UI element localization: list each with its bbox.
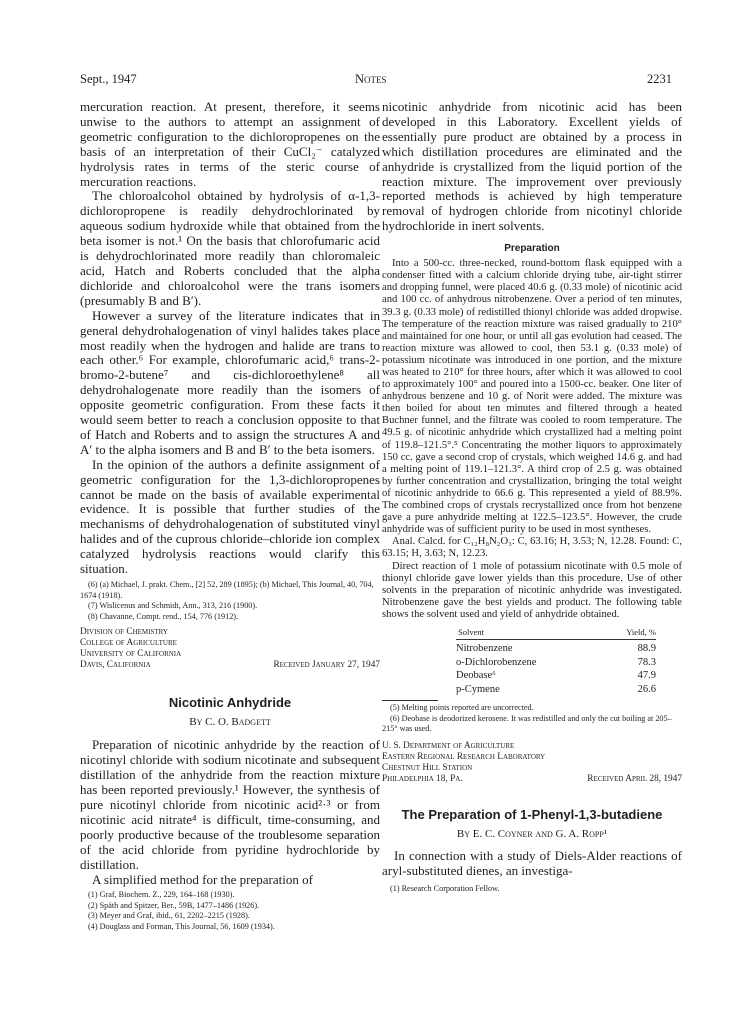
affiliation-line: Chestnut Hill Station — [382, 762, 473, 773]
article-byline: By E. C. Coyner and G. A. Ropp¹ — [456, 827, 608, 840]
footnote: (3) Meyer and Graf, ibid., 61, 2202–2215 (1928). — [88, 911, 250, 921]
table-row — [456, 683, 656, 696]
table-header-solvent: Solvent — [458, 626, 484, 637]
paragraph: Into a 500-cc. three-necked, round-bottom flask equipped with a condenser fitted with a calcium chloride drying tube, air-tight stirrer and dropping funnel, were placed 40.6 g. (0.33 mole) of nicotinic acid and 100 cc. of anhydrous nitrobenzene. Over a period of ten minutes, 39.3 g. (0.33 mole) of redistilled thionyl chloride was added dropwise. The temperature of the reaction mixture was raised gradually to 210° and maintained for one hour, or until all gas evolution had ceased. The reaction mixture was allowed to cool, then 53.1 g. (0.33 mole) of potassium nicotinate was introduced in one portion, and the mixture was heated to 210° for three hours, after which it was allowed to cool to approximately 100° and poured into a 1500-cc. beaker. One liter of anhydrous benzene and 10 g. of Norit were added. The mixture was then boiled for about ten minutes and filtered through a heated Buchner funnel, and the filtrate was cooled to room temperature. The 49.5 g. of nicotinic anhydride which crystallized had a melting point of 119.8–121.5°.⁵ Concentrating the mother liquors to approximately 150 cc. gave a second crop of crystals, which weighed 14.6 g. and had a melting point of 119.1–121.3°. A third crop of 2.5 g. was obtained by further concentration and crystallization, bringing the total weight of nicotinic anhydride to 66.6 g. This represented a yield of 88.9%. The combined crops of crystals recrystallized once from hot benzene gave a pure anhydride melting at 122.5–123.5°. However, the crude anhydride was of sufficient purity to be used in most syntheses. — [382, 258, 682, 536]
footnote: (4) Douglass and Forman, This Journal, 56, 1609 (1934). — [88, 921, 275, 931]
left-column — [80, 100, 380, 932]
received-date: Received April 28, 1947 — [587, 773, 682, 784]
paragraph: In the opinion of the authors a definite assignment of geometric configuration for the 1,3-dichloropropenes cannot be made on the basis of available experimental evidence. It is possible that further studies of the mechanisms of dehydrohalogenation of substituted vinyl halides and of the cuprous chloride–chloride ion complex catalyzed hydrolysis reactions would clarify this situation. — [80, 456, 380, 577]
affiliation-line: Philadelphia 18, Pa. — [382, 773, 463, 784]
article-byline: By C. O. Badgett — [189, 716, 271, 729]
table-cell-yield: 88.9 — [637, 643, 656, 655]
paragraph: mercuration reaction. At present, therefore, it seems unwise to the authors to attempt an assignment of geometric configuration to the dichloropropenes on the basis of an interpretation of their CuCl₂⁻ catalyzed hydrolysis rates in terms of the steric course of mercuration reactions. — [80, 99, 380, 189]
affiliation-line: Davis, California — [80, 660, 151, 671]
article-title: The Preparation of 1-Phenyl-1,3-butadiene — [401, 806, 663, 822]
running-header-date: Sept., 1947 — [80, 72, 137, 86]
affiliation-line: University of California — [80, 649, 182, 660]
paragraph: Preparation of nicotinic anhydride by the reaction of nicotinyl chloride with sodium nicotinate and subsequent distillation of the anhydride from the reaction mixture has been reported previously.¹ However, the synthesis of pure nicotinyl chloride from nicotinic acid²·³ or from nicotinic acid nitrate⁴ is difficult, time-consuming, and poorly productive because of the troublesome separation of the acid chloride from pyridine hydrochloride by distillation. — [80, 737, 380, 872]
paragraph: Anal. Calcd. for C₁₂H₈N₂O₃: C, 63.16; H, 3.53; N, 12.28. Found: C, 63.15; H, 3.63; N, 12.23. — [382, 536, 682, 560]
paragraph: In connection with a study of Diels-Alder reactions of aryl-substituted dienes, an investiga- — [382, 847, 682, 878]
footnote: (1) Research Corporation Fellow. — [390, 883, 500, 893]
footnote: (6) (a) Michael, J. prakt. Chem., [2] 52, 289 (1895); (b) Michael, This Journal, 40, 704, 1674 (1918). — [80, 580, 374, 600]
received-date: Received January 27, 1947 — [273, 660, 380, 671]
paragraph: A simplified method for the preparation of — [92, 871, 313, 887]
section-heading: Preparation — [504, 243, 560, 255]
running-header-section: Notes — [355, 72, 387, 86]
affiliation-line: Eastern Regional Research Laboratory — [382, 751, 546, 762]
footnote: (6) Deobase is deodorized kerosene. It was redistilled and only the cut boiling at 205–215° was used. — [382, 713, 672, 733]
table-cell-yield: 47.9 — [637, 670, 656, 682]
table-row — [456, 642, 656, 655]
table-cell-yield: 26.6 — [637, 683, 656, 695]
table-cell-solvent: o-Dichlorobenzene — [456, 656, 537, 668]
right-column — [382, 100, 682, 894]
table-row — [456, 669, 656, 682]
footnote: (5) Melting points reported are uncorrected. — [390, 703, 534, 712]
paragraph: However a survey of the literature indicates that in general dehydrohalogenation of vinyl halides takes place most readily when the hydrogen and halide are trans to each other.⁶ For example, chlorofumaric acid,⁶ trans-2-bromo-2-butene⁷ and cis-dichloroethylene⁸ all dehydrohalogenate more readily than the isomers of opposite geometric configuration. From these facts it would seem better to reach a conclusion opposite to that of Hatch and Roberts and to assign the structures A and A′ to the alpha isomers and B and B′ to the beta isomers. — [80, 307, 380, 457]
table-cell-yield: 78.3 — [637, 656, 656, 668]
table-row — [456, 656, 656, 669]
paragraph: nicotinic anhydride from nicotinic acid has been developed in this Laboratory. Excellent yields of essentially pure product are obtained by a process in which distillation procedures are eliminated and the anhydride is crystallized from the liquid portion of the reaction mixture. The improvement over previously reported methods is achieved by high temperature removal of hydrogen chloride from nicotinyl chloride hydrochloride in inert solvents. — [382, 99, 682, 234]
paragraph: Direct reaction of 1 mole of potassium nicotinate with 0.5 mole of thionyl chloride gave lower yields than this procedure. Use of other solvents in the preparation of nicotinic anhydride was investigated. Nitrobenzene gave the best yields and product. The following table shows the solvent used and yield of anhydride obtained. — [382, 560, 682, 620]
footnote: (2) Späth and Spitzer, Ber., 59B, 1477–1486 (1926). — [88, 900, 260, 910]
footnote: (1) Graf, Biochem. Z., 229, 164–168 (1930). — [88, 890, 235, 900]
table-cell-solvent: Nitrobenzene — [456, 643, 513, 655]
table-cell-solvent: Deobase⁶ — [456, 670, 496, 682]
table-header-yield: Yield, % — [626, 626, 656, 637]
footnote: (8) Chavanne, Compt. rend., 154, 776 (1912). — [88, 611, 239, 621]
paragraph: The chloroalcohol obtained by hydrolysis of α-1,3-dichloropropene is readily dehydrochlorinated by aqueous sodium hydroxide while that obtained from the beta isomer is not.¹ On the basis that chlorofumaric acid is dehydrochlorinated more readily than chloromaleic acid, Hatch and Roberts concluded that the alpha dichloride and chloroalcohol were the trans isomers (presumably B and B′). — [80, 188, 380, 308]
table-cell-solvent: p-Cymene — [456, 683, 500, 695]
affiliation-line: College of Agriculture — [80, 638, 177, 649]
footnote: (7) Wislicenus and Schmidt, Ann., 313, 216 (1900). — [88, 601, 258, 610]
solvent-yield-table — [456, 626, 656, 696]
article-title: Nicotinic Anhydride — [168, 695, 292, 711]
affiliation-line: U. S. Department of Agriculture — [382, 740, 515, 751]
affiliation-line: Division of Chemistry — [80, 627, 168, 637]
page-number: 2231 — [647, 72, 672, 86]
